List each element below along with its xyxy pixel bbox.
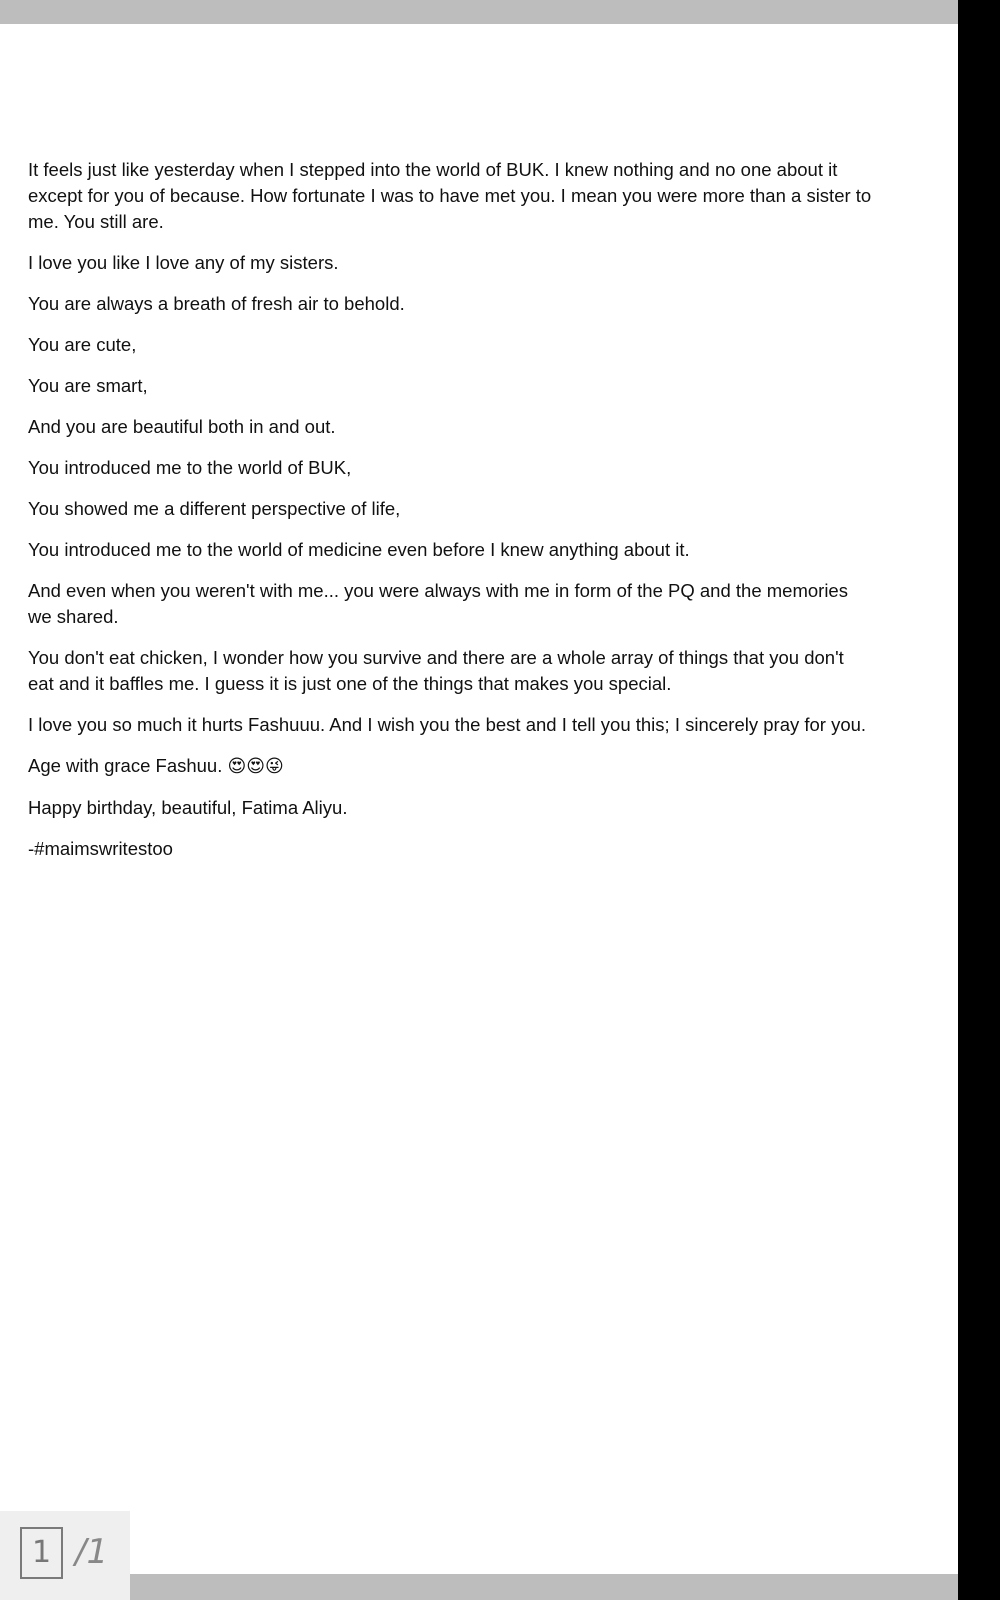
top-toolbar [0,0,958,24]
paragraph-3: You are always a breath of fresh air to behold. [28,293,405,314]
right-scrollbar-area[interactable] [958,0,1000,1600]
paragraph-2: I love you like I love any of my sisters. [28,252,339,273]
document-page[interactable] [0,24,958,1574]
paragraph-6: And you are beautiful both in and out. [28,416,336,437]
signature: -#maimswritestoo [28,838,173,859]
age-with-grace-line [28,753,873,780]
current-page-box[interactable]: 1 [20,1527,63,1579]
paragraph-10: And even when you weren't with me... you were always with me in form of the PQ and the memories we shared. [28,580,848,627]
paragraph-8: You showed me a different perspective of life, [28,498,401,519]
document-content [28,157,873,877]
birthday-line: Happy birthday, beautiful, Fatima Aliyu. [28,797,348,818]
paragraph-4: You are cute, [28,334,137,355]
paragraph-1: It feels just like yesterday when I stepped into the world of BUK. I knew nothing and no one about it except for you of because. How fortunate I was to have met you. I mean you were more than a sister to me. You still are. [28,159,872,232]
emoji-group: 😍😍😜 [227,756,284,777]
age-with-grace-text: Age with grace Fashuu. [28,755,223,776]
page-indicator [0,1511,130,1600]
paragraph-7: You introduced me to the world of BUK, [28,457,352,478]
paragraph-11: You don't eat chicken, I wonder how you survive and there are a whole array of things that you don't eat and it baffles me. I guess it is just one of the things that makes you special. [28,647,844,694]
paragraph-12: I love you so much it hurts Fashuuu. And I wish you the best and I tell you this; I sincerely pray for you. [28,714,867,735]
total-pages: /1 [75,1532,109,1572]
paragraph-5: You are smart, [28,375,148,396]
paragraph-9: You introduced me to the world of medicine even before I knew anything about it. [28,539,690,560]
bottom-toolbar [130,1574,958,1600]
